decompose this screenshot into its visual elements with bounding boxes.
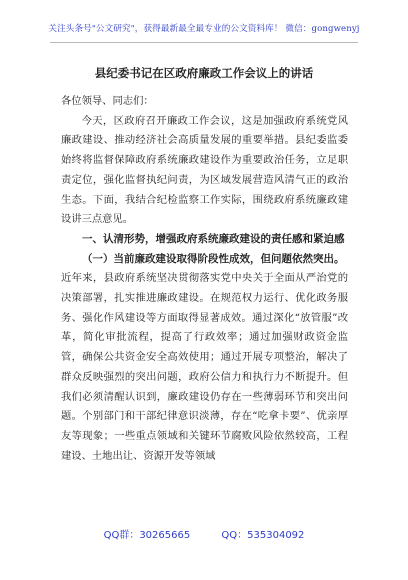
section-heading: 一、认清形势，增强政府系统廉政建设的责任感和紧迫感 bbox=[82, 232, 345, 245]
subsection-heading: （一）当前廉政建设取得阶段性成效，但问题依然突出。 bbox=[82, 252, 345, 265]
footer-qq: QQ：535304092 bbox=[221, 530, 305, 541]
document-title: 县纪委书记在区政府廉政工作会议上的讲话 bbox=[94, 66, 314, 80]
footer-qq-group: QQ群：30265665 bbox=[103, 530, 191, 541]
greeting: 各位领导、同志们： bbox=[61, 95, 154, 107]
header-divider bbox=[50, 42, 358, 43]
document-body bbox=[61, 92, 348, 466]
subsection-body: 近年来，县政府系统坚决贯彻落实党中央关于全面从严治党的决策部署，扎实推进廉政建设。在规范权力运行、优化政务服务、强化作风建设等方面取得显著成效。通过深化“放管服”改革，简化审批流程，提高了行政效率；通过加强财政资金监管，确保公共资金安全高效使用；通过开展专项整治，解决了群众反映强烈的突出问题，政府公信力和执行力不断提升。但我们必须清醒认识到，廉政建设仍存在一些薄弱环节和突出问题。个别部门和干部纪律意识淡薄，存在“吃拿卡要”、优亲厚友等现象；一些重点领域和关键环节腐败风险依然较高，工程建设、土地出让、资源开发等领域 bbox=[61, 272, 348, 462]
intro-paragraph: 今天，区政府召开廉政工作会议，这是加强政府系统党风廉政建设、推动经济社会高质量发展的重要举措。县纪委监委始终将监督保障政府系统廉政建设作为重要政治任务，立足职责定位，强化监督执纪问责，为区域发展营造风清气正的政治生态。下面，我结合纪检监察工作实际，围绕政府系统廉政建设讲三点意见。 bbox=[61, 114, 348, 226]
footer-contact bbox=[0, 526, 408, 541]
header-banner: 关注头条号"公文研究"，获得最新最全最专业的公文资料库！ 微信：gongwenyj bbox=[48, 24, 360, 34]
